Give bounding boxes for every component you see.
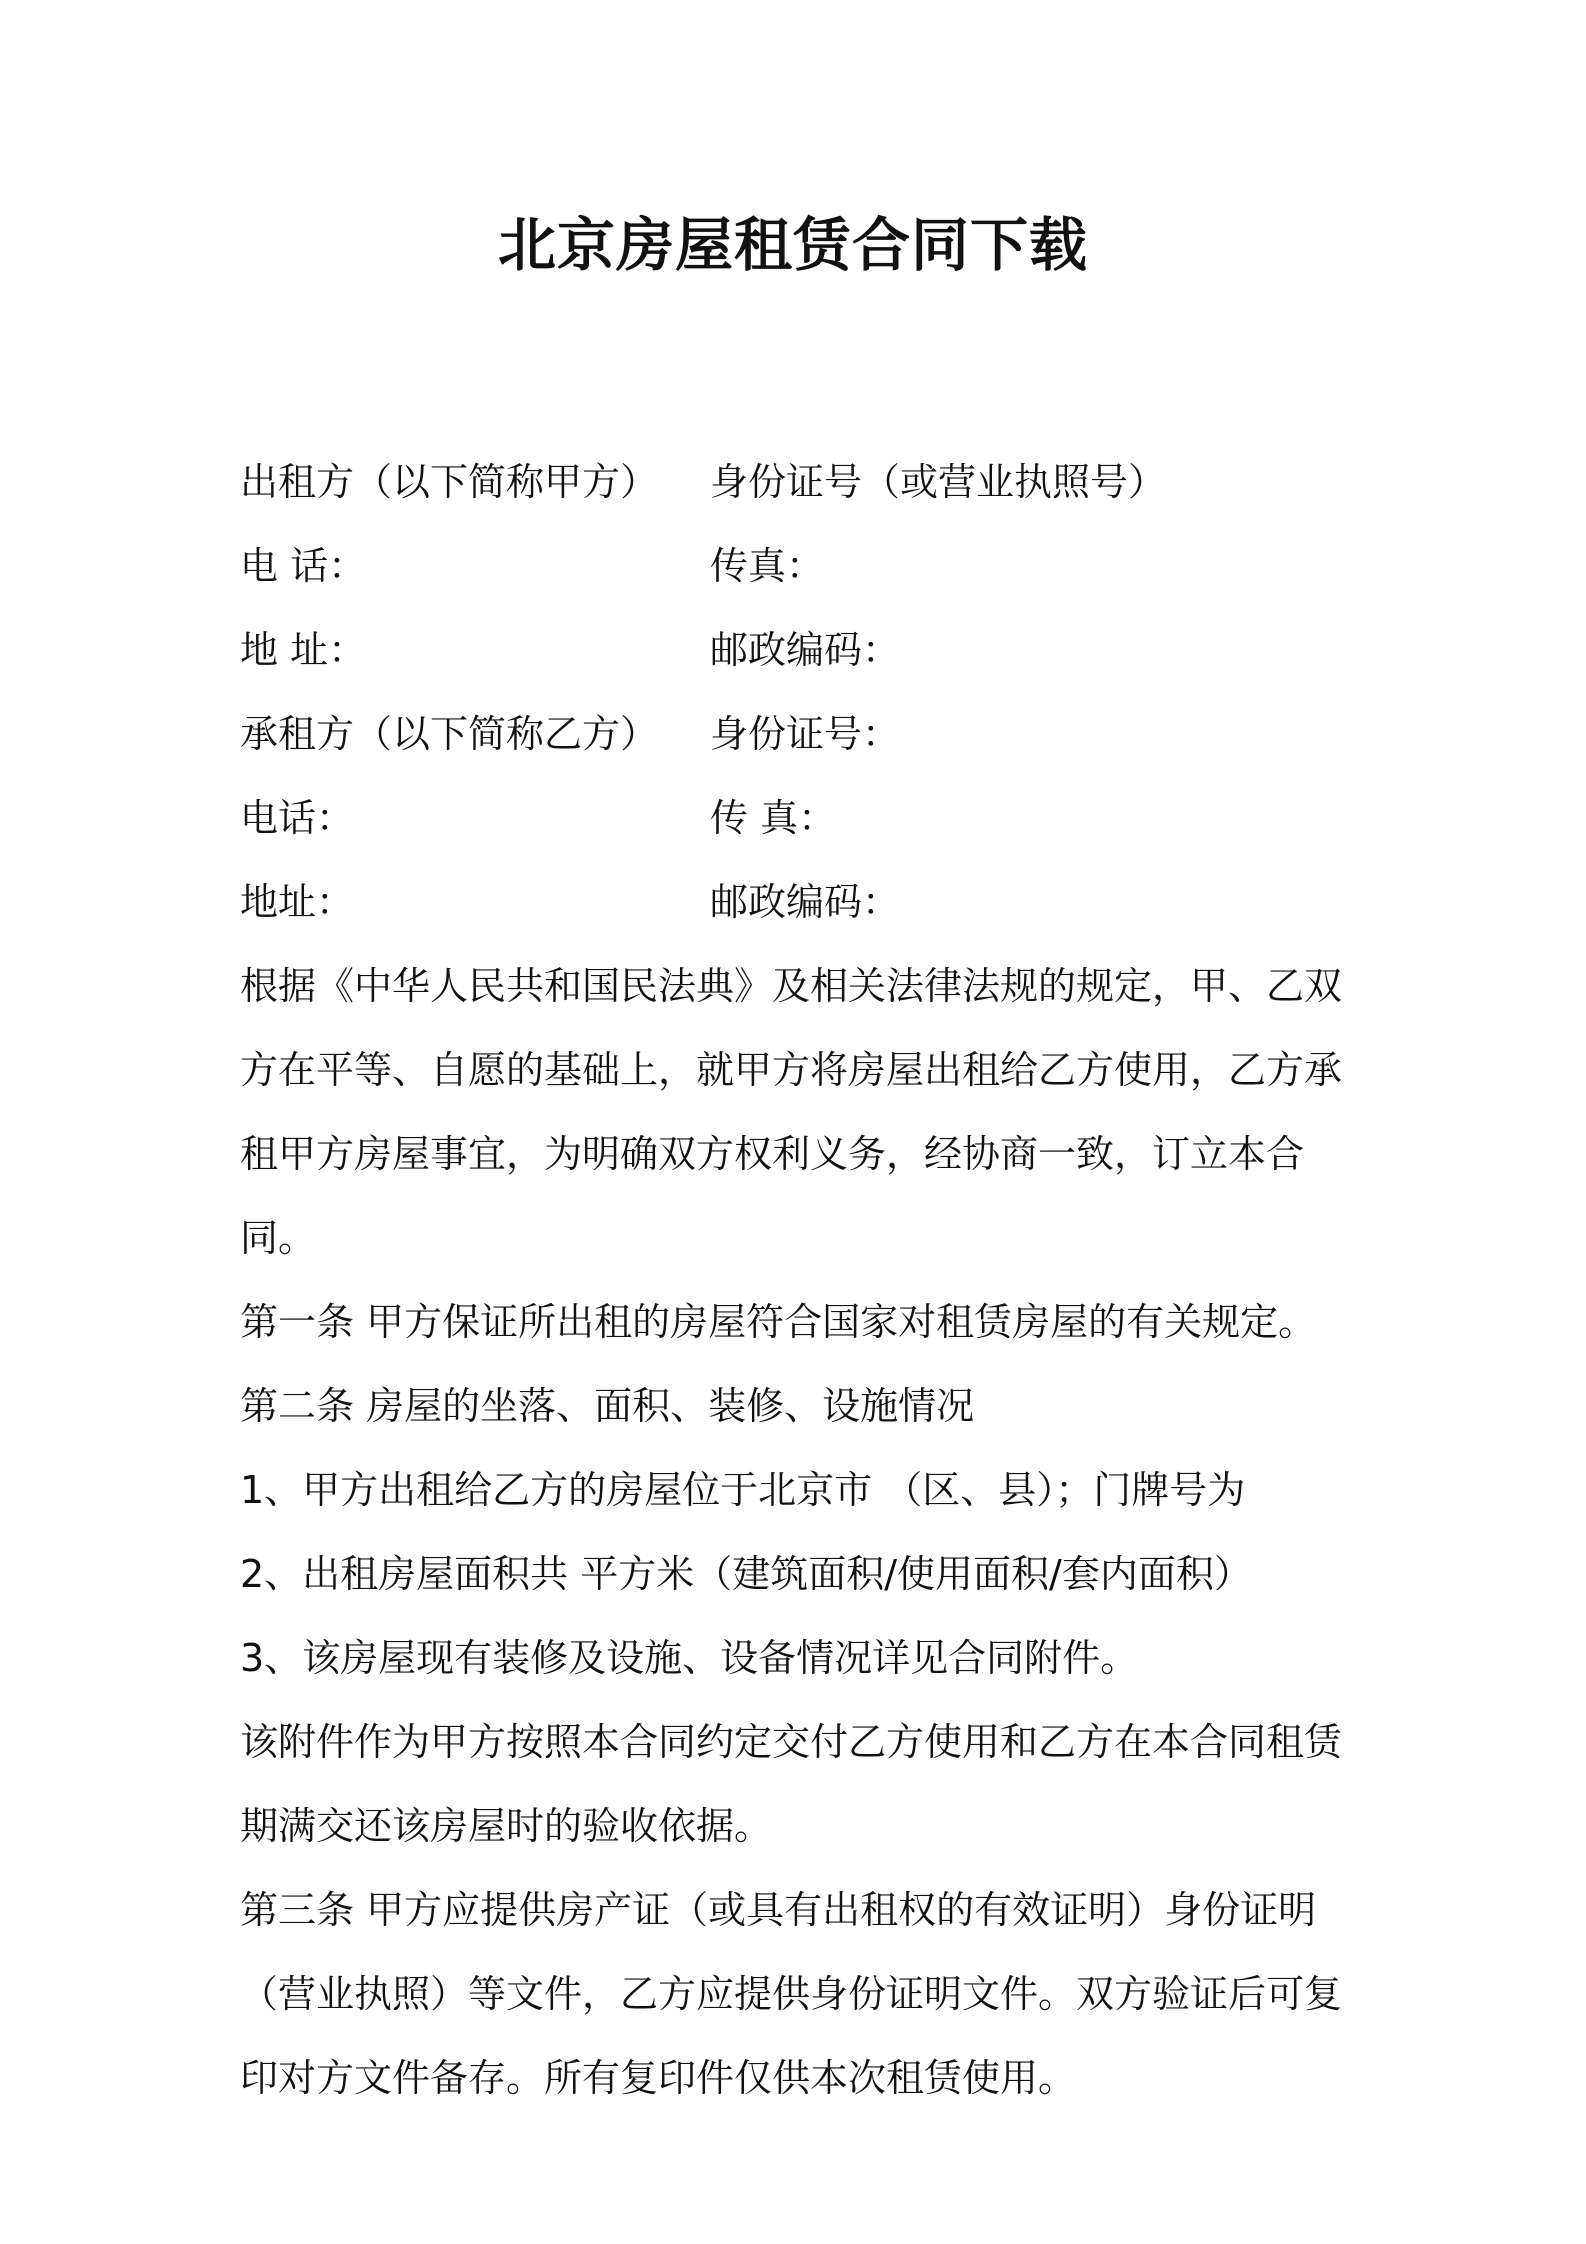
- attachment-paragraph: 该附件作为甲方按照本合同约定交付乙方使用和乙方在本合同租赁期满交还该房屋时的验收依据。: [240, 1720, 1343, 1848]
- lessor-address-label: 地 址：: [240, 628, 367, 672]
- lessee-address-label: 地址：: [240, 880, 355, 924]
- article-3: 第三条 甲方应提供房产证（或具有出租权的有效证明）身份证明（营业执照）等文件，乙方应提供身份证明文件。双方验证后可复印对方文件备存。所有复印件仅供本次租赁使用。: [240, 1888, 1343, 2100]
- article-2-item-1: 1、甲方出租给乙方的房屋位于北京市 （区、县）；门牌号为: [240, 1468, 1246, 1512]
- article-1: 第一条 甲方保证所出租的房屋符合国家对租赁房屋的有关规定。: [240, 1300, 1317, 1344]
- party-row: [240, 860, 1360, 944]
- document-title: 北京房屋租赁合同下载: [497, 211, 1088, 279]
- document-body: [240, 440, 1360, 2120]
- lessor-postcode-label: 邮政编码：: [710, 628, 901, 672]
- party-row: [240, 608, 1360, 692]
- lessor-phone-label: 电 话：: [240, 544, 367, 588]
- lessee-fax-label: 传 真：: [710, 796, 837, 840]
- lessor-id-label: 身份证号（或营业执照号）: [710, 460, 1167, 504]
- party-row: [240, 524, 1360, 608]
- lessee-id-label: 身份证号：: [710, 712, 901, 756]
- lessee-phone-label: 电话：: [240, 796, 355, 840]
- article-2-item-2: 2、出租房屋面积共 平方米（建筑面积/使用面积/套内面积）: [240, 1552, 1252, 1596]
- party-row: [240, 692, 1360, 776]
- party-row: [240, 776, 1360, 860]
- party-row: [240, 440, 1360, 524]
- lessor-fax-label: 传真：: [710, 544, 825, 588]
- preamble-paragraph: 根据《中华人民共和国民法典》及相关法律法规的规定，甲、乙双方在平等、自愿的基础上，就甲方将房屋出租给乙方使用，乙方承租甲方房屋事宜，为明确双方权利义务，经协商一致，订立本合同。: [240, 964, 1343, 1260]
- lessor-label: 出租方（以下简称甲方）: [240, 460, 659, 504]
- article-2-item-3: 3、该房屋现有装修及设施、设备情况详见合同附件。: [240, 1636, 1139, 1680]
- lessee-postcode-label: 邮政编码：: [710, 880, 901, 924]
- lessee-label: 承租方（以下简称乙方）: [240, 712, 659, 756]
- article-2-heading: 第二条 房屋的坐落、面积、装修、设施情况: [240, 1384, 975, 1428]
